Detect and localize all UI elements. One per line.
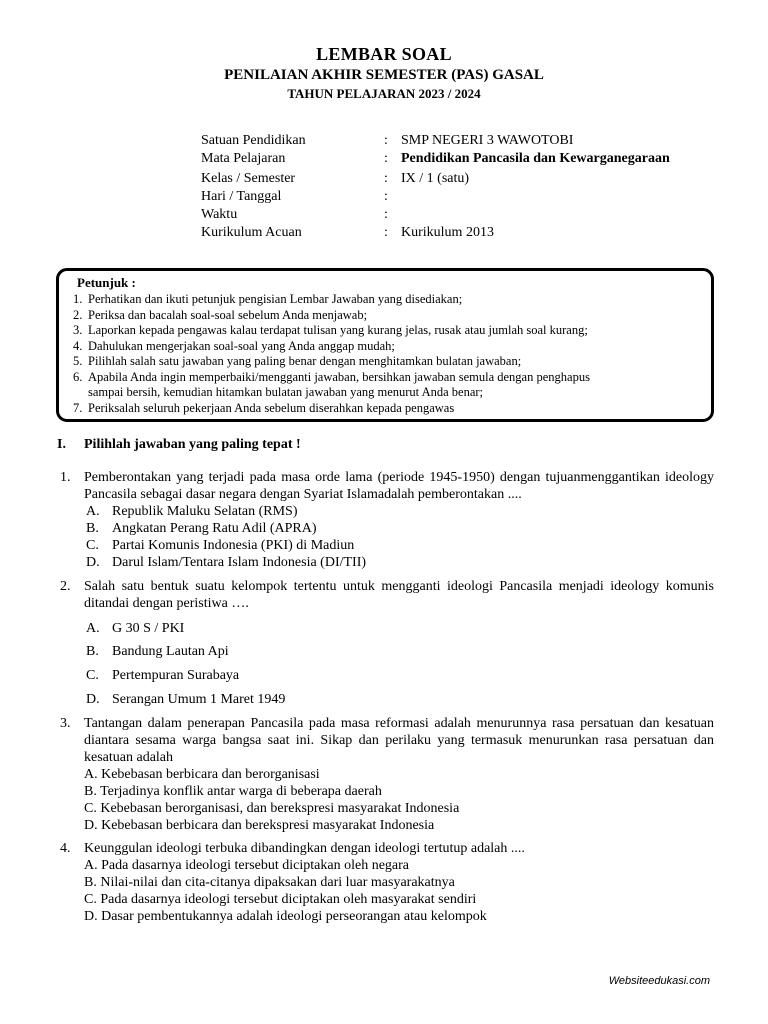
option-text: Angkatan Perang Ratu Adil (APRA) (112, 521, 317, 536)
instruction-text: Perhatikan dan ikuti petunjuk pengisian Lembar Jawaban yang disediakan; (88, 292, 463, 306)
info-colon: : (384, 225, 388, 240)
option-letter: C. (86, 668, 99, 683)
option[interactable]: C. Pada dasarnya ideologi tersebut diciptakan oleh masyarakat sendiri (84, 892, 477, 907)
option-text: Bandung Lautan Api (112, 644, 229, 659)
option[interactable]: C. Kebebasan berorganisasi, dan berekspresi masyarakat Indonesia (84, 801, 460, 816)
instruction-number: 2. (73, 307, 83, 322)
question-number: 4. (60, 841, 71, 856)
section-number: I. (57, 437, 66, 452)
option[interactable]: A. Pada dasarnya ideologi tersebut diciptakan oleh negara (84, 858, 409, 873)
document-subtitle: PENILAIAN AKHIR SEMESTER (PAS) GASAL (224, 67, 544, 83)
document-title: LEMBAR SOAL (316, 44, 452, 64)
option[interactable]: D. Dasar pembentukannya adalah ideologi perseorangan atau kelompok (84, 909, 487, 924)
info-label: Hari / Tanggal (201, 189, 282, 204)
option-letter: B. (86, 521, 99, 536)
option-text: Partai Komunis Indonesia (PKI) di Madiun (112, 538, 355, 553)
option-letter: D. (86, 555, 100, 570)
info-label: Waktu (201, 207, 238, 222)
option[interactable]: A. Kebebasan berbicara dan berorganisasi (84, 767, 320, 782)
option-letter: C. (86, 538, 99, 553)
section-title: Pilihlah jawaban yang paling tepat ! (84, 437, 301, 452)
option[interactable]: D. Kebebasan berbicara dan berekspresi masyarakat Indonesia (84, 818, 435, 833)
instruction-number: 7. (73, 400, 83, 415)
info-colon: : (384, 151, 388, 166)
instruction-text: Laporkan kepada pengawas kalau terdapat tulisan yang kurang jelas, rusak atau jumlah soal kurang; (88, 323, 588, 337)
option[interactable]: B. Terjadinya konflik antar warga di beberapa daerah (84, 784, 382, 799)
option-letter: A. (86, 504, 100, 519)
question-number: 2. (60, 579, 71, 594)
option-text: Republik Maluku Selatan (RMS) (112, 504, 298, 519)
info-label: Kurikulum Acuan (201, 225, 302, 240)
question-text: Keunggulan ideologi terbuka dibandingkan dengan ideologi tertutup adalah .... (84, 841, 525, 856)
question-number: 1. (60, 470, 71, 485)
instruction-text: Pilihlah salah satu jawaban yang paling benar dengan menghitamkan bulatan jawaban; (88, 354, 522, 368)
instructions-title: Petunjuk : (77, 275, 136, 290)
option-text: Darul Islam/Tentara Islam Indonesia (DI/TII) (112, 555, 367, 570)
option-text: Serangan Umum 1 Maret 1949 (112, 692, 286, 707)
info-colon: : (384, 207, 388, 222)
instructions-box (56, 268, 714, 422)
info-value: SMP NEGERI 3 WAWOTOBI (401, 133, 574, 148)
option-text: Pertempuran Surabaya (112, 668, 240, 683)
option-text: G 30 S / PKI (112, 621, 185, 636)
instruction-number: 6. (73, 369, 83, 384)
academic-year: TAHUN PELAJARAN 2023 / 2024 (287, 86, 481, 101)
instruction-number: 1. (73, 292, 83, 306)
instruction-number: 3. (73, 323, 83, 337)
instruction-text: Periksa dan bacalah soal-soal sebelum Anda menjawab; (88, 307, 368, 322)
instruction-number: 4. (73, 338, 83, 353)
option-letter: B. (86, 644, 99, 659)
info-colon: : (384, 133, 388, 148)
question-number: 3. (60, 716, 71, 731)
instruction-number: 5. (73, 354, 83, 368)
option[interactable]: B. Nilai-nilai dan cita-citanya dipaksakan dari luar masyarakatnya (84, 875, 455, 890)
info-label: Kelas / Semester (201, 171, 296, 186)
info-value: IX / 1 (satu) (401, 171, 470, 186)
question-text: Tantangan dalam penerapan Pancasila pada masa reformasi adalah menurunnya rasa persatuan dan kesatuan diantara sesama warga bangsa saat ini. Sikap dan perilaku yang termasuk menurunkan rasa persatuan dan kesatuan adalah (84, 716, 714, 765)
info-label: Satuan Pendidikan (201, 133, 306, 148)
option-letter: D. (86, 692, 100, 707)
info-colon: : (384, 171, 388, 186)
instruction-text: Periksalah seluruh pekerjaan Anda sebelum diserahkan kepada pengawas (88, 400, 455, 415)
instruction-text: Apabila Anda ingin memperbaiki/mengganti jawaban, bersihkan jawaban semula dengan penghapus (88, 369, 590, 384)
website-footer: Websiteedukasi.com (608, 975, 710, 987)
info-label: Mata Pelajaran (201, 151, 286, 166)
option-letter: A. (86, 621, 100, 636)
info-colon: : (384, 189, 388, 204)
question-text: Pemberontakan yang terjadi pada masa orde lama (periode 1945-1950) dengan tujuanmenggantikan ideology Pancasila sebagai dasar negara dengan Syariat Islamadalah pemberontakan .... (84, 470, 714, 502)
instruction-text: Dahulukan mengerjakan soal-soal yang Anda anggap mudah; (88, 338, 395, 353)
info-value: Pendidikan Pancasila dan Kewarganegaraan (401, 151, 670, 166)
question-text: Salah satu bentuk suatu kelompok tertentu untuk mengganti ideologi Pancasila menjadi ideology komunis ditandai dengan peristiwa …. (84, 579, 714, 611)
instruction-text: sampai bersih, kemudian hitamkan bulatan jawaban yang menurut Anda benar; (88, 385, 484, 399)
info-value: Kurikulum 2013 (401, 225, 494, 240)
